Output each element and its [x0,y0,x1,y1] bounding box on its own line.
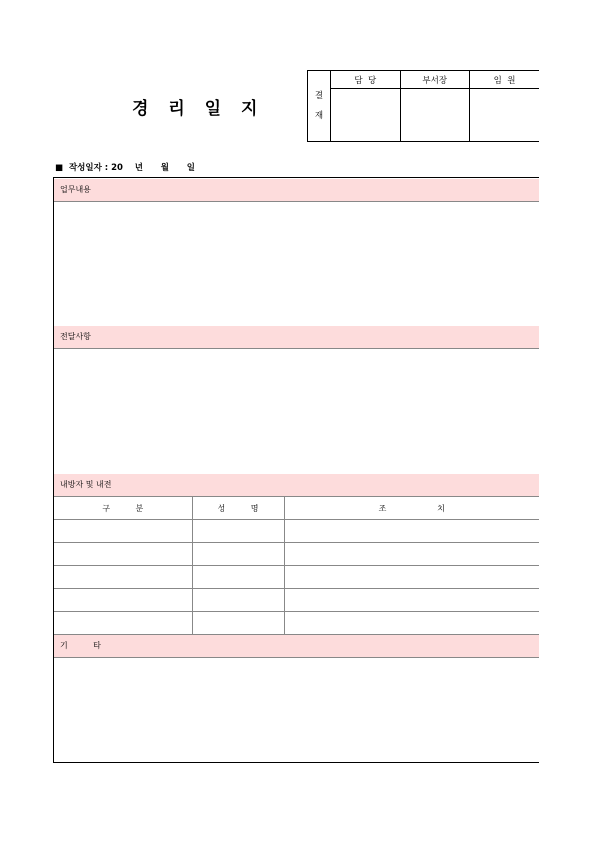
approval-sign-executive[interactable] [470,89,540,142]
approval-label [308,71,331,142]
table-row [54,612,539,635]
table-cell[interactable] [54,589,192,612]
section-header-notice: 전달사항 [54,326,539,349]
table-cell[interactable] [284,520,539,543]
date-line: ■ 작성일자 : 20 년 월 일 [55,163,195,173]
table-cell[interactable] [192,566,284,589]
table-cell[interactable] [54,566,192,589]
table-cell[interactable] [284,589,539,612]
section-header-etc: 기 타 [54,635,539,658]
table-cell[interactable] [284,566,539,589]
table-row [54,566,539,589]
approval-sign-manager[interactable] [331,89,401,142]
table-row [54,589,539,612]
approval-header-executive: 임 원 [470,71,540,89]
table-cell[interactable] [284,612,539,635]
column-header-action: 조 치 [284,497,539,520]
section-header-visitors: 내방자 및 내전 [54,474,539,497]
column-header-category: 구 분 [54,497,192,520]
section-header-work: 업무내용 [54,179,539,202]
approval-header-dept-head: 부서장 [400,71,470,89]
table-cell[interactable] [284,543,539,566]
table-header-row [54,497,539,520]
visitor-table [54,497,539,635]
approval-header-manager: 담 당 [331,71,401,89]
table-cell[interactable] [54,543,192,566]
page-title: 경 리 일 지 [132,99,265,119]
table-cell[interactable] [54,612,192,635]
table-cell[interactable] [192,520,284,543]
work-content-area[interactable] [54,202,539,326]
approval-sign-dept-head[interactable] [400,89,470,142]
table-row [54,543,539,566]
approval-box [307,70,539,142]
table-cell[interactable] [192,612,284,635]
approval-label-top: 결 [314,91,324,101]
table-cell[interactable] [192,589,284,612]
notice-content-area[interactable] [54,350,539,474]
approval-label-bottom: 재 [314,111,324,121]
table-cell[interactable] [54,520,192,543]
table-cell[interactable] [192,543,284,566]
table-row [54,520,539,543]
etc-content-area[interactable] [54,659,539,761]
column-header-name: 성 명 [192,497,284,520]
